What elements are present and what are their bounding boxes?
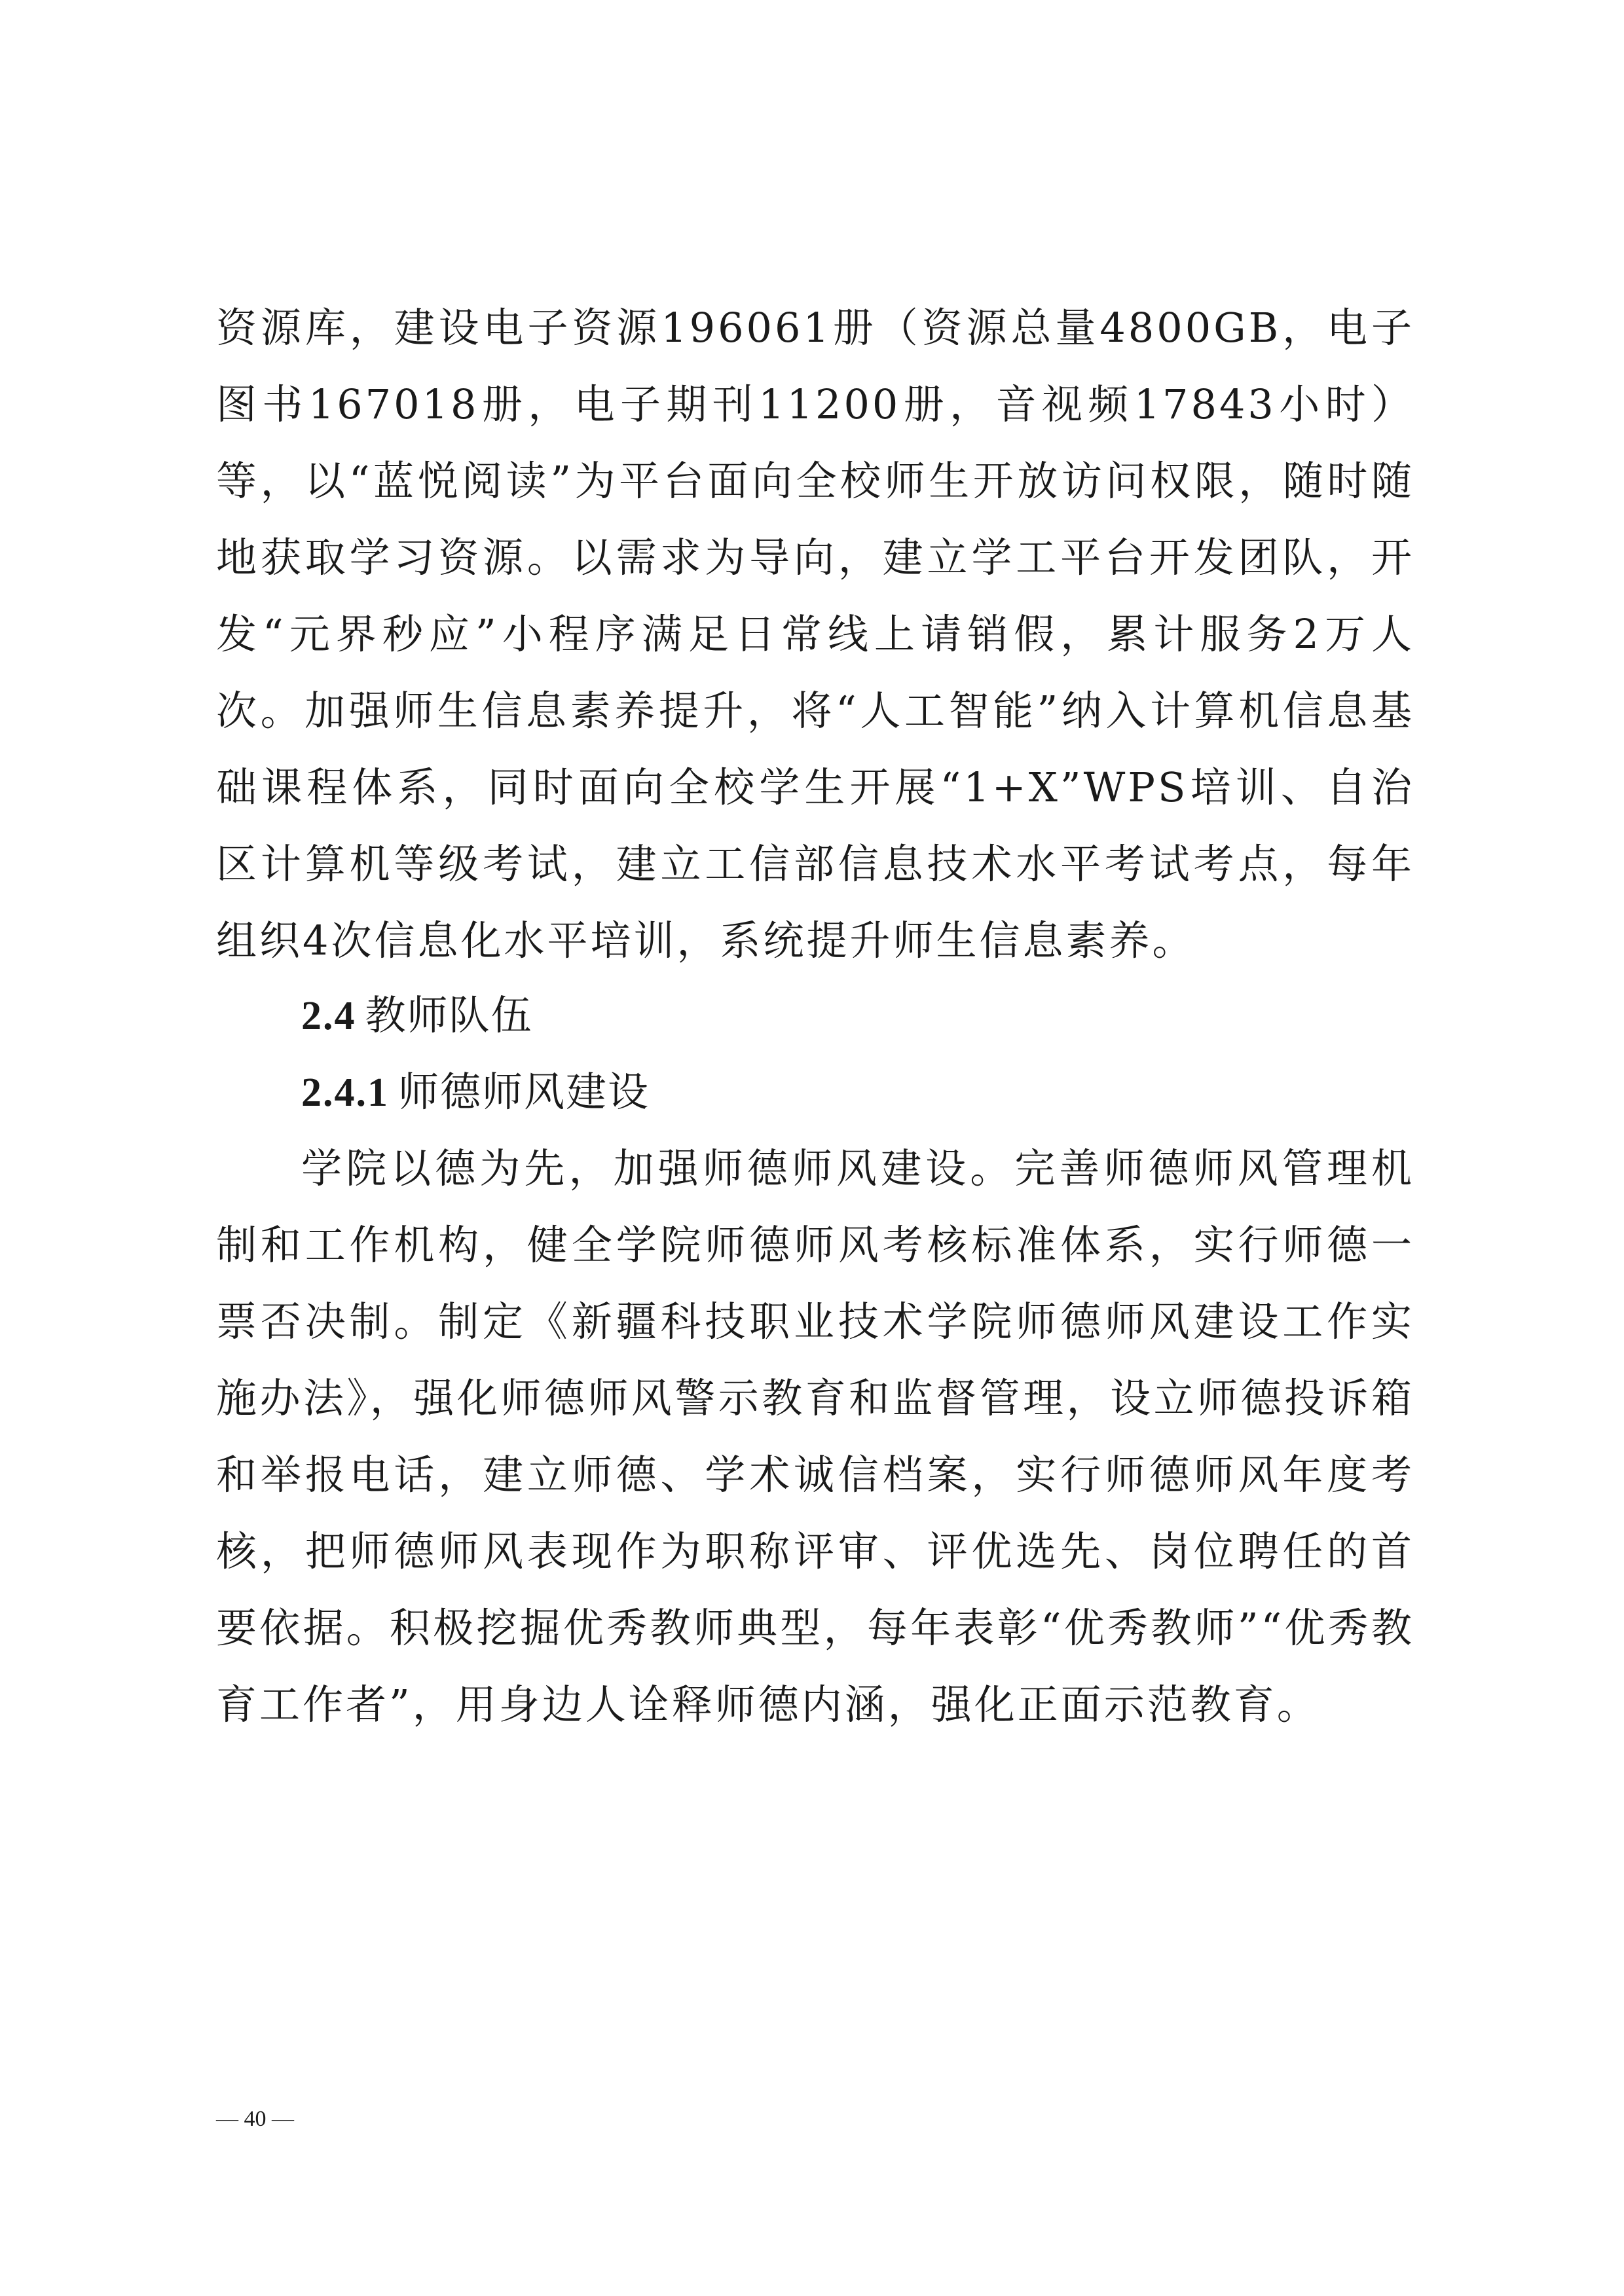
- subsection-title: 师德师风建设: [398, 1068, 650, 1116]
- page-number: — 40 —: [216, 2107, 294, 2131]
- subsection-number: 2.4.1: [301, 1070, 389, 1115]
- paragraph-digital-resources: 资源库，建设电子资源196061册（资源总量4800GB，电子图书167018册，电子期刊11200册，音视频17843小时）等，以“蓝悦阅读”为平台面向全校师生开放访问权限，随时随地获取学习资源。以需求为导向，建立学工平台开发团队，开发“元界秒应”小程序满足日常线上请销假，累计服务2万人次。加强师生信息素养提升，将“人工智能”纳入计算机信息基础课程体系，同时面向全校学生开展“1+X”WPS培训、自治区计算机等级考试，建立工信部信息技术水平考试考点，每年组织4次信息化水平培训，系统提升师生信息素养。: [216, 304, 1414, 964]
- section-heading-2-4: [301, 977, 533, 1055]
- section-number: 2.4: [301, 994, 356, 1038]
- section-title: 教师队伍: [365, 991, 533, 1039]
- section-heading-2-4-1: [301, 1053, 650, 1131]
- paragraph-teacher-ethics: 学院以德为先，加强师德师风建设。完善师德师风管理机制和工作机构，健全学院师德师风考核标准体系，实行师德一票否决制。制定《新疆科技职业技术学院师德师风建设工作实施办法》，强化师德师风警示教育和监督管理，设立师德投诉箱和举报电话，建立师德、学术诚信档案，实行师德师风年度考核，把师德师风表现作为职称评审、评优选先、岗位聘任的首要依据。积极挖掘优秀教师典型，每年表彰“优秀教师”“优秀教育工作者”，用身边人诠释师德内涵，强化正面示范教育。: [216, 1144, 1414, 1728]
